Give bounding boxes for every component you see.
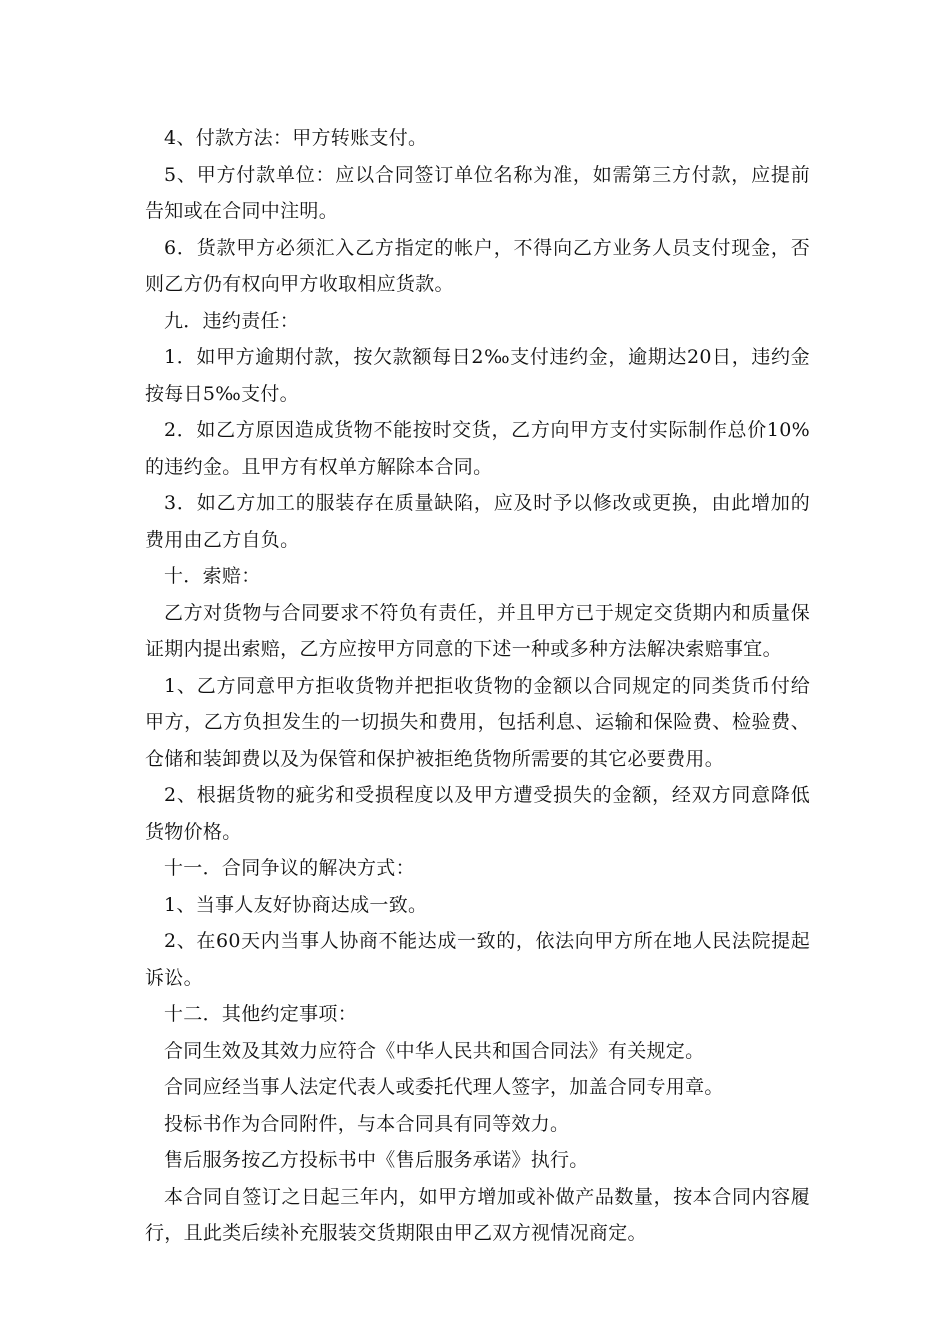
claims-clause-2: 2、根据货物的疵劣和受损程度以及甲方遭受损失的金额，经双方同意降低货物价格。 [145,784,810,843]
payment-unit-clause: 5、甲方付款单位：应以合同签订单位名称为准，如需第三方付款，应提前告知或在合同中注明。 [145,163,810,222]
payment-method-clause: 4、付款方法：甲方转账支付。 [164,127,428,149]
other-clause-extension: 本合同自签订之日起三年内，如甲方增加或补做产品数量，按本合同内容履行，且此类后续补充服装交货期限由甲乙双方视情况商定。 [145,1185,810,1244]
other-clause-signature: 合同应经当事人法定代表人或委托代理人签字，加盖合同专用章。 [164,1076,724,1098]
document-body [145,120,810,1252]
section-heading-liability: 九．违约责任： [164,309,300,332]
liability-clause-2: 2．如乙方原因造成货物不能按时交货，乙方向甲方支付实际制作总价10%的违约金。且甲方有权单方解除本合同。 [145,419,810,478]
claims-clause-1: 1、乙方同意甲方拒收货物并把拒收货物的金额以合同规定的同类货币付给甲方，乙方负担发生的一切损失和费用，包括利息、运输和保险费、检验费、仓储和装卸费以及为保管和保护被拒绝货物所需要的其它必要费用。 [145,674,810,770]
disputes-clause-2: 2、在60天内当事人协商不能达成一致的，依法向甲方所在地人民法院提起诉讼。 [145,930,810,989]
other-clause-bid-attachment: 投标书作为合同附件，与本合同具有同等效力。 [164,1112,570,1135]
payment-account-clause: 6．货款甲方必须汇入乙方指定的帐户，不得向乙方业务人员支付现金，否则乙方仍有权向甲方收取相应货款。 [145,236,810,295]
section-heading-other: 十二．其他约定事项： [164,1003,358,1025]
claims-intro: 乙方对货物与合同要求不符负有责任，并且甲方已于规定交货期内和质量保证期内提出索赔，乙方应按甲方同意的下述一种或多种方法解决索赔事宜。 [145,601,810,660]
liability-clause-1: 1．如甲方逾期付款，按欠款额每日2‰支付违约金，逾期达20日，违约金按每日5‰支付。 [145,346,810,405]
section-heading-claims: 十．索赔： [164,565,261,587]
disputes-clause-1: 1、当事人友好协商达成一致。 [164,893,428,916]
liability-clause-3: 3．如乙方加工的服装存在质量缺陷，应及时予以修改或更换，由此增加的费用由乙方自负。 [145,492,810,551]
section-heading-disputes: 十一．合同争议的解决方式： [164,857,415,879]
other-clause-effect: 合同生效及其效力应符合《中华人民共和国合同法》有关规定。 [164,1039,705,1062]
other-clause-after-sales: 售后服务按乙方投标书中《售后服务承诺》执行。 [164,1149,589,1171]
